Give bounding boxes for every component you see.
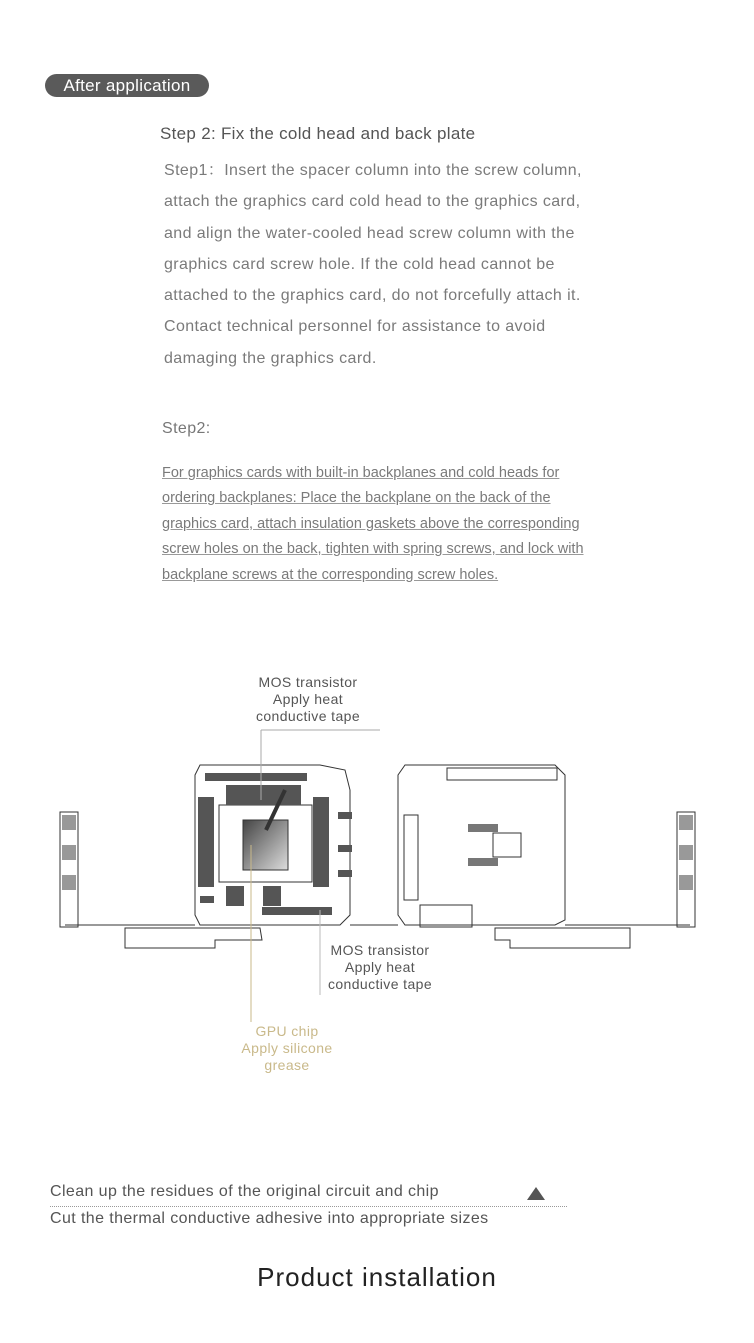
label-line: MOS transistor	[258, 674, 358, 690]
label-line: MOS transistor	[330, 942, 430, 958]
mos-label-top	[228, 674, 388, 725]
label-line: GPU chip	[255, 1023, 319, 1039]
section-title: Product installation	[257, 1262, 497, 1292]
dotted-divider	[50, 1206, 567, 1207]
list-item-cut: Cut the thermal conductive adhesive into appropriate sizes	[50, 1210, 489, 1227]
back-board	[398, 765, 565, 925]
triangle-up-icon	[527, 1187, 545, 1200]
label-line: Apply heat	[344, 959, 416, 975]
step-heading: Step 2: Fix the cold head and back plate	[160, 124, 476, 143]
gpu-label	[207, 1023, 367, 1074]
label-line: conductive tape	[327, 976, 433, 992]
step1-text: Step1：Insert the spacer column into the screw column, attach the graphics card cold head to the graphics card, and align the water-cooled head screw column with the graphics card screw hole. If the cold head cannot be attached to the graphics card, do not forcefully attach it. Contact technical personnel for assistance to avoid damaging the graphics card.	[164, 162, 582, 367]
label-line: Apply silicone	[241, 1040, 333, 1056]
list-item-clean: Clean up the residues of the original circuit and chip	[50, 1183, 439, 1200]
mos-label-bottom	[300, 942, 460, 993]
label-line: conductive tape	[255, 708, 361, 724]
label-line: grease	[264, 1057, 310, 1073]
after-application-badge: After application	[45, 74, 209, 97]
label-line: Apply heat	[272, 691, 344, 707]
step2-text: For graphics cards with built-in backplanes and cold heads for ordering backplanes: Place the backplane on the back of the graphics card, attach insulation gaskets above the corresponding screw holes on the back, tighten with spring screws, and lock with backplane screws at the corresponding screw holes.	[162, 465, 584, 583]
step2-label: Step2:	[162, 420, 211, 437]
